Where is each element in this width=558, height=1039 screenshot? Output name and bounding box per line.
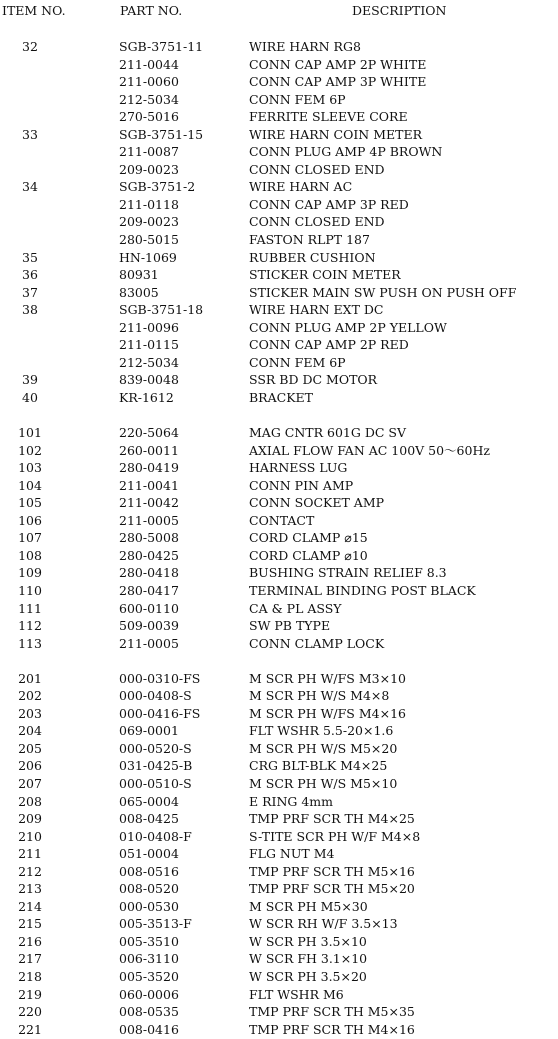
table-row bbox=[0, 459, 558, 477]
part-number: SGB-3751-2 bbox=[119, 179, 196, 195]
parts-list bbox=[0, 38, 558, 1038]
part-description: CONN FEM 6P bbox=[249, 354, 346, 370]
item-number: 203 bbox=[18, 705, 42, 721]
item-number: 39 bbox=[22, 372, 38, 388]
part-number: 008-0516 bbox=[119, 863, 179, 879]
item-number: 218 bbox=[18, 968, 42, 984]
table-row bbox=[0, 38, 558, 56]
item-number: 104 bbox=[18, 477, 42, 493]
item-number: 32 bbox=[22, 39, 38, 54]
item-number: 215 bbox=[18, 916, 42, 932]
part-description: SW PB TYPE bbox=[249, 618, 331, 634]
part-description: TERMINAL BINDING POST BLACK bbox=[249, 582, 476, 598]
item-number: 220 bbox=[18, 1004, 42, 1020]
part-description: WIRE HARN COIN METER bbox=[249, 126, 423, 142]
table-row bbox=[0, 284, 558, 302]
table-row bbox=[0, 389, 558, 407]
item-number: 207 bbox=[18, 775, 42, 791]
item-number: 102 bbox=[18, 442, 42, 458]
item-number: 108 bbox=[18, 547, 42, 563]
part-number: HN-1069 bbox=[119, 249, 177, 265]
part-description: CONTACT bbox=[249, 512, 315, 528]
part-description: S-TITE SCR PH W/F M4×8 bbox=[249, 828, 421, 844]
part-number: 270-5016 bbox=[119, 109, 179, 125]
part-number: 280-0425 bbox=[119, 547, 179, 563]
table-row bbox=[0, 126, 558, 144]
part-description: CONN PLUG AMP 4P BROWN bbox=[249, 144, 443, 160]
part-number: 065-0004 bbox=[119, 793, 179, 809]
table-row bbox=[0, 477, 558, 495]
part-description: CONN CLAMP LOCK bbox=[249, 635, 385, 651]
part-number: 211-0087 bbox=[119, 144, 179, 160]
table-row bbox=[0, 231, 558, 249]
item-number: 202 bbox=[18, 688, 42, 704]
table-row bbox=[0, 319, 558, 337]
item-number: 210 bbox=[18, 828, 42, 844]
item-number: 212 bbox=[18, 863, 42, 879]
item-number: 219 bbox=[18, 986, 42, 1002]
part-description: M SCR PH W/S M4×8 bbox=[249, 688, 390, 704]
table-row bbox=[0, 1003, 558, 1021]
part-number: 80931 bbox=[119, 267, 159, 283]
part-description: TMP PRF SCR TH M4×16 bbox=[249, 1021, 415, 1037]
item-number: 216 bbox=[18, 933, 42, 949]
item-number: 110 bbox=[18, 582, 42, 598]
item-number: 101 bbox=[18, 425, 42, 441]
item-number: 109 bbox=[18, 565, 42, 581]
part-description: FERRITE SLEEVE CORE bbox=[249, 109, 408, 125]
part-description: MAG CNTR 601G DC SV bbox=[249, 425, 406, 441]
part-number: 069-0001 bbox=[119, 723, 179, 739]
table-row bbox=[0, 968, 558, 986]
part-description: FLT WSHR M6 bbox=[249, 986, 344, 1002]
table-row bbox=[0, 512, 558, 530]
part-number: 000-0310-FS bbox=[119, 670, 201, 686]
table-row bbox=[0, 196, 558, 214]
part-description: FLT WSHR 5.5-20×1.6 bbox=[249, 723, 394, 739]
part-description: CONN FEM 6P bbox=[249, 91, 346, 107]
part-number: 83005 bbox=[119, 284, 159, 300]
part-number: 280-0419 bbox=[119, 460, 179, 476]
part-number: 008-0535 bbox=[119, 1004, 179, 1020]
part-description: FLG NUT M4 bbox=[249, 846, 335, 862]
table-row bbox=[0, 494, 558, 512]
part-number: 006-3110 bbox=[119, 951, 179, 967]
table-row bbox=[0, 828, 558, 846]
part-number: 839-0048 bbox=[119, 372, 179, 388]
item-number: 208 bbox=[18, 793, 42, 809]
table-row bbox=[0, 950, 558, 968]
table-row bbox=[0, 687, 558, 705]
part-number: 211-0005 bbox=[119, 512, 179, 528]
part-number: 211-0042 bbox=[119, 495, 179, 511]
part-number: 260-0011 bbox=[119, 442, 179, 458]
part-description: TMP PRF SCR TH M4×25 bbox=[249, 811, 415, 827]
part-number: 211-0005 bbox=[119, 635, 179, 651]
part-description: W SCR RH W/F 3.5×13 bbox=[249, 916, 398, 932]
table-row bbox=[0, 1021, 558, 1039]
table-row bbox=[0, 705, 558, 723]
part-description: W SCR FH 3.1×10 bbox=[249, 951, 368, 967]
header-description: DESCRIPTION bbox=[352, 3, 447, 18]
item-number: 221 bbox=[18, 1021, 42, 1037]
item-number: 106 bbox=[18, 512, 42, 528]
table-row bbox=[0, 301, 558, 319]
part-description: AXIAL FLOW FAN AC 100V 50～60Hz bbox=[249, 442, 490, 458]
part-description: CONN CAP AMP 2P WHITE bbox=[249, 56, 427, 72]
part-number: KR-1612 bbox=[119, 389, 174, 405]
table-row bbox=[0, 564, 558, 582]
part-description: WIRE HARN AC bbox=[249, 179, 353, 195]
part-number: 600-0110 bbox=[119, 600, 179, 616]
item-number: 113 bbox=[18, 635, 42, 651]
table-row bbox=[0, 845, 558, 863]
part-description: WIRE HARN EXT DC bbox=[249, 302, 384, 318]
part-description: CA & PL ASSY bbox=[249, 600, 342, 616]
item-number: 111 bbox=[18, 600, 42, 616]
item-number: 205 bbox=[18, 740, 42, 756]
item-number: 36 bbox=[22, 267, 38, 283]
table-row bbox=[0, 529, 558, 547]
item-number: 206 bbox=[18, 758, 42, 774]
part-description: CONN CAP AMP 3P RED bbox=[249, 196, 409, 212]
item-number: 40 bbox=[22, 389, 38, 405]
item-number: 33 bbox=[22, 126, 38, 142]
table-row bbox=[0, 757, 558, 775]
part-number: 000-0520-S bbox=[119, 740, 192, 756]
table-row bbox=[0, 424, 558, 442]
part-number: 051-0004 bbox=[119, 846, 179, 862]
part-number: 211-0044 bbox=[119, 56, 179, 72]
table-row bbox=[0, 793, 558, 811]
header-item-no: ITEM NO. bbox=[2, 3, 66, 18]
part-description: M SCR PH W/S M5×10 bbox=[249, 775, 398, 791]
part-number: 280-0418 bbox=[119, 565, 179, 581]
part-description: CONN CAP AMP 2P RED bbox=[249, 337, 409, 353]
part-number: 212-5034 bbox=[119, 91, 179, 107]
part-description: W SCR PH 3.5×20 bbox=[249, 968, 367, 984]
part-number: 211-0096 bbox=[119, 319, 179, 335]
part-description: M SCR PH W/FS M3×10 bbox=[249, 670, 406, 686]
table-row bbox=[0, 442, 558, 460]
part-number: 000-0530 bbox=[119, 898, 179, 914]
part-number: 280-5008 bbox=[119, 530, 179, 546]
part-description: CONN SOCKET AMP bbox=[249, 495, 385, 511]
item-number: 112 bbox=[18, 618, 42, 634]
table-row bbox=[0, 933, 558, 951]
part-description: CORD CLAMP ⌀10 bbox=[249, 547, 368, 563]
part-number: 211-0041 bbox=[119, 477, 179, 493]
part-number: 008-0425 bbox=[119, 811, 179, 827]
item-number: 217 bbox=[18, 951, 42, 967]
part-description: FASTON RLPT 187 bbox=[249, 232, 370, 248]
table-row bbox=[0, 354, 558, 372]
part-description: WIRE HARN RG8 bbox=[249, 39, 361, 54]
table-row bbox=[0, 108, 558, 126]
table-row bbox=[0, 371, 558, 389]
item-number: 105 bbox=[18, 495, 42, 511]
item-number: 201 bbox=[18, 670, 42, 686]
part-description: STICKER COIN METER bbox=[249, 267, 401, 283]
part-description: W SCR PH 3.5×10 bbox=[249, 933, 367, 949]
part-number: 031-0425-B bbox=[119, 758, 193, 774]
item-number: 107 bbox=[18, 530, 42, 546]
table-row bbox=[0, 740, 558, 758]
part-description: TMP PRF SCR TH M5×16 bbox=[249, 863, 415, 879]
item-number: 103 bbox=[18, 460, 42, 476]
item-number: 213 bbox=[18, 881, 42, 897]
section-gap bbox=[0, 406, 558, 424]
table-row bbox=[0, 143, 558, 161]
part-number: 212-5034 bbox=[119, 354, 179, 370]
table-row bbox=[0, 898, 558, 916]
header-part-no: PART NO. bbox=[120, 3, 183, 18]
table-row bbox=[0, 213, 558, 231]
item-number: 38 bbox=[22, 302, 38, 318]
part-number: 211-0115 bbox=[119, 337, 179, 353]
part-number: 005-3513-F bbox=[119, 916, 192, 932]
part-description: BRACKET bbox=[249, 389, 313, 405]
part-description: CORD CLAMP ⌀15 bbox=[249, 530, 368, 546]
item-number: 34 bbox=[22, 179, 38, 195]
table-row bbox=[0, 547, 558, 565]
item-number: 209 bbox=[18, 811, 42, 827]
part-description: M SCR PH W/S M5×20 bbox=[249, 740, 398, 756]
table-row bbox=[0, 810, 558, 828]
part-number: 211-0118 bbox=[119, 196, 179, 212]
part-description: CONN CLOSED END bbox=[249, 214, 385, 230]
part-number: SGB-3751-15 bbox=[119, 126, 204, 142]
part-description: M SCR PH M5×30 bbox=[249, 898, 368, 914]
table-row bbox=[0, 582, 558, 600]
part-number: 060-0006 bbox=[119, 986, 179, 1002]
part-description: BUSHING STRAIN RELIEF 8.3 bbox=[249, 565, 447, 581]
part-number: 509-0039 bbox=[119, 618, 179, 634]
table-row bbox=[0, 722, 558, 740]
part-number: 220-5064 bbox=[119, 425, 179, 441]
table-row bbox=[0, 56, 558, 74]
table-row bbox=[0, 336, 558, 354]
part-number: 008-0416 bbox=[119, 1021, 179, 1037]
table-row bbox=[0, 915, 558, 933]
table-row bbox=[0, 863, 558, 881]
part-number: 000-0510-S bbox=[119, 775, 192, 791]
part-number: 209-0023 bbox=[119, 214, 179, 230]
table-row bbox=[0, 670, 558, 688]
item-number: 204 bbox=[18, 723, 42, 739]
table-row bbox=[0, 73, 558, 91]
table-row bbox=[0, 266, 558, 284]
part-number: 005-3520 bbox=[119, 968, 179, 984]
item-number: 211 bbox=[18, 846, 42, 862]
part-description: TMP PRF SCR TH M5×35 bbox=[249, 1004, 415, 1020]
part-description: STICKER MAIN SW PUSH ON PUSH OFF bbox=[249, 284, 517, 300]
part-description: CRG BLT-BLK M4×25 bbox=[249, 758, 388, 774]
table-row bbox=[0, 617, 558, 635]
part-number: 280-0417 bbox=[119, 582, 179, 598]
part-description: CONN CLOSED END bbox=[249, 161, 385, 177]
part-description: CONN PLUG AMP 2P YELLOW bbox=[249, 319, 447, 335]
part-number: 010-0408-F bbox=[119, 828, 192, 844]
part-description: E RING 4mm bbox=[249, 793, 334, 809]
part-description: SSR BD DC MOTOR bbox=[249, 372, 378, 388]
part-number: 000-0416-FS bbox=[119, 705, 201, 721]
part-number: 211-0060 bbox=[119, 74, 179, 90]
table-row bbox=[0, 161, 558, 179]
part-description: TMP PRF SCR TH M5×20 bbox=[249, 881, 415, 897]
part-description: CONN CAP AMP 3P WHITE bbox=[249, 74, 427, 90]
part-description: CONN PIN AMP bbox=[249, 477, 354, 493]
part-description: M SCR PH W/FS M4×16 bbox=[249, 705, 406, 721]
table-row bbox=[0, 178, 558, 196]
table-row bbox=[0, 600, 558, 618]
part-number: SGB-3751-11 bbox=[119, 39, 204, 54]
part-description: HARNESS LUG bbox=[249, 460, 348, 476]
table-row bbox=[0, 986, 558, 1004]
part-description: RUBBER CUSHION bbox=[249, 249, 376, 265]
item-number: 35 bbox=[22, 249, 38, 265]
part-number: 209-0023 bbox=[119, 161, 179, 177]
table-row bbox=[0, 91, 558, 109]
part-number: 000-0408-S bbox=[119, 688, 192, 704]
table-row bbox=[0, 775, 558, 793]
item-number: 214 bbox=[18, 898, 42, 914]
part-number: 008-0520 bbox=[119, 881, 179, 897]
table-row bbox=[0, 249, 558, 267]
table-row bbox=[0, 635, 558, 653]
section-gap bbox=[0, 652, 558, 670]
part-number: SGB-3751-18 bbox=[119, 302, 204, 318]
table-header bbox=[0, 3, 558, 19]
part-number: 280-5015 bbox=[119, 232, 179, 248]
part-number: 005-3510 bbox=[119, 933, 179, 949]
item-number: 37 bbox=[22, 284, 38, 300]
table-row bbox=[0, 880, 558, 898]
